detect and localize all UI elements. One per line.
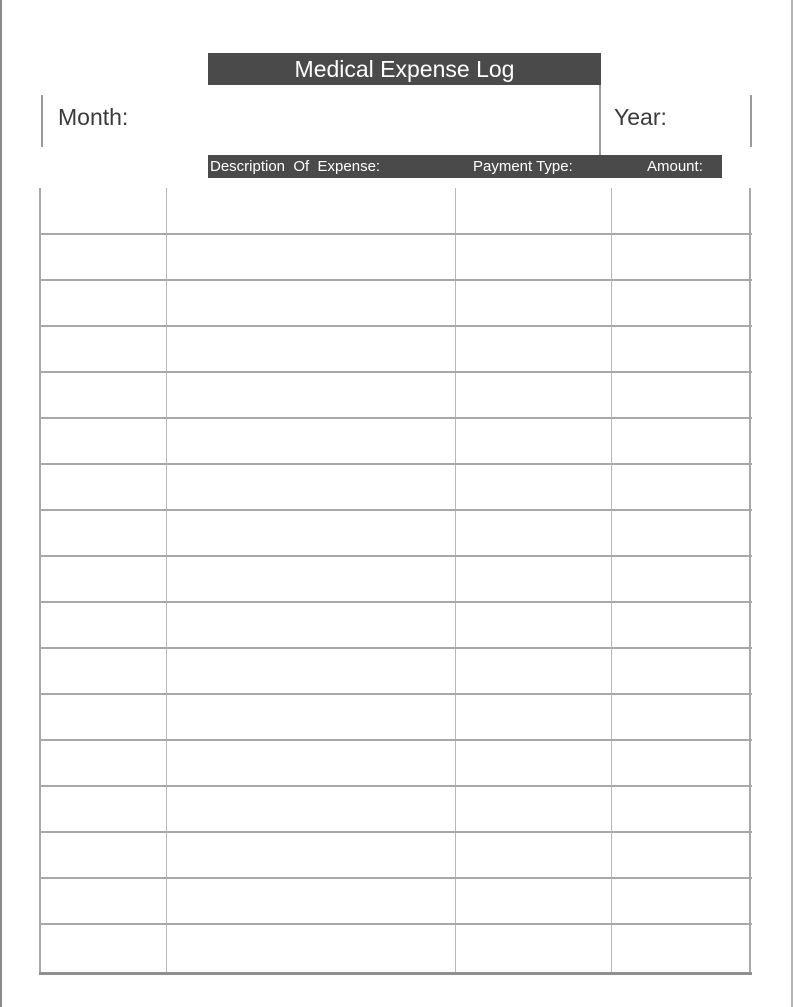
cell-payment-type[interactable]: [457, 326, 611, 372]
cell-amount[interactable]: [613, 280, 749, 326]
cell-date[interactable]: [41, 234, 166, 280]
cell-date[interactable]: [41, 694, 166, 740]
row-divider: [39, 417, 752, 419]
table-row: [39, 234, 752, 280]
cell-amount[interactable]: [613, 372, 749, 418]
row-divider: [39, 647, 752, 649]
cell-payment-type[interactable]: [457, 694, 611, 740]
row-divider: [39, 923, 752, 925]
cell-date[interactable]: [41, 648, 166, 694]
cell-payment-type[interactable]: [457, 280, 611, 326]
month-label: Month:: [58, 104, 129, 130]
cell-payment-type[interactable]: [457, 234, 611, 280]
cell-date[interactable]: [41, 372, 166, 418]
cell-date[interactable]: [41, 878, 166, 924]
table-row: [39, 556, 752, 602]
expense-log-table: [39, 188, 752, 976]
cell-date[interactable]: [41, 556, 166, 602]
cell-payment-type[interactable]: [457, 372, 611, 418]
month-year-divider: [599, 85, 601, 155]
cell-description[interactable]: [168, 878, 455, 924]
cell-description[interactable]: [168, 464, 455, 510]
table-row: [39, 464, 752, 510]
table-row: [39, 326, 752, 372]
table-row: [39, 832, 752, 878]
cell-payment-type[interactable]: [457, 878, 611, 924]
table-row: [39, 786, 752, 832]
year-label: Year:: [614, 104, 667, 130]
page-title: Medical Expense Log: [208, 53, 601, 85]
table-row: [39, 602, 752, 648]
cell-description[interactable]: [168, 924, 455, 970]
cell-description[interactable]: [168, 556, 455, 602]
column-header-amount: Amount:: [647, 158, 703, 175]
row-divider: [39, 371, 752, 373]
cell-amount[interactable]: [613, 786, 749, 832]
cell-payment-type[interactable]: [457, 832, 611, 878]
cell-amount[interactable]: [613, 878, 749, 924]
cell-date[interactable]: [41, 924, 166, 970]
year-field-right-border: [750, 95, 752, 147]
cell-amount[interactable]: [613, 740, 749, 786]
table-row: [39, 648, 752, 694]
cell-payment-type[interactable]: [457, 648, 611, 694]
cell-date[interactable]: [41, 786, 166, 832]
table-border-bottom: [39, 972, 752, 975]
cell-amount[interactable]: [613, 188, 749, 234]
column-header-bar: [208, 155, 722, 178]
cell-description[interactable]: [168, 234, 455, 280]
table-row: [39, 694, 752, 740]
cell-description[interactable]: [168, 832, 455, 878]
cell-date[interactable]: [41, 188, 166, 234]
cell-payment-type[interactable]: [457, 510, 611, 556]
table-row: [39, 372, 752, 418]
table-row: [39, 418, 752, 464]
row-divider: [39, 739, 752, 741]
cell-amount[interactable]: [613, 924, 749, 970]
cell-amount[interactable]: [613, 602, 749, 648]
row-divider: [39, 831, 752, 833]
cell-payment-type[interactable]: [457, 556, 611, 602]
table-row: [39, 924, 752, 970]
cell-amount[interactable]: [613, 556, 749, 602]
cell-date[interactable]: [41, 510, 166, 556]
cell-description[interactable]: [168, 280, 455, 326]
cell-date[interactable]: [41, 464, 166, 510]
row-divider: [39, 279, 752, 281]
cell-date[interactable]: [41, 740, 166, 786]
cell-amount[interactable]: [613, 510, 749, 556]
row-divider: [39, 693, 752, 695]
row-divider: [39, 233, 752, 235]
row-divider: [39, 463, 752, 465]
cell-payment-type[interactable]: [457, 786, 611, 832]
row-divider: [39, 877, 752, 879]
cell-amount[interactable]: [613, 418, 749, 464]
row-divider: [39, 555, 752, 557]
cell-amount[interactable]: [613, 832, 749, 878]
table-row: [39, 280, 752, 326]
cell-payment-type[interactable]: [457, 188, 611, 234]
row-divider: [39, 601, 752, 603]
cell-payment-type[interactable]: [457, 602, 611, 648]
row-divider: [39, 509, 752, 511]
cell-description[interactable]: [168, 188, 455, 234]
cell-description[interactable]: [168, 740, 455, 786]
column-header-description: Description Of Expense:: [210, 158, 381, 175]
table-row: [39, 740, 752, 786]
cell-payment-type[interactable]: [457, 924, 611, 970]
row-divider: [39, 785, 752, 787]
column-header-payment-type: Payment Type:: [473, 158, 573, 175]
table-row: [39, 510, 752, 556]
cell-description[interactable]: [168, 694, 455, 740]
cell-payment-type[interactable]: [457, 464, 611, 510]
table-row: [39, 878, 752, 924]
cell-date[interactable]: [41, 326, 166, 372]
cell-payment-type[interactable]: [457, 740, 611, 786]
cell-amount[interactable]: [613, 326, 749, 372]
cell-description[interactable]: [168, 510, 455, 556]
cell-description[interactable]: [168, 372, 455, 418]
cell-description[interactable]: [168, 648, 455, 694]
cell-amount[interactable]: [613, 648, 749, 694]
cell-date[interactable]: [41, 280, 166, 326]
page-border-left: [0, 0, 2, 1007]
cell-description[interactable]: [168, 326, 455, 372]
cell-amount[interactable]: [613, 234, 749, 280]
cell-description[interactable]: [168, 418, 455, 464]
month-field-left-border: [41, 95, 43, 147]
cell-amount[interactable]: [613, 464, 749, 510]
row-divider: [39, 325, 752, 327]
cell-payment-type[interactable]: [457, 418, 611, 464]
table-row: [39, 188, 752, 234]
cell-description[interactable]: [168, 602, 455, 648]
cell-amount[interactable]: [613, 694, 749, 740]
cell-description[interactable]: [168, 786, 455, 832]
page-border-right: [791, 0, 793, 1007]
cell-date[interactable]: [41, 832, 166, 878]
cell-date[interactable]: [41, 418, 166, 464]
cell-date[interactable]: [41, 602, 166, 648]
